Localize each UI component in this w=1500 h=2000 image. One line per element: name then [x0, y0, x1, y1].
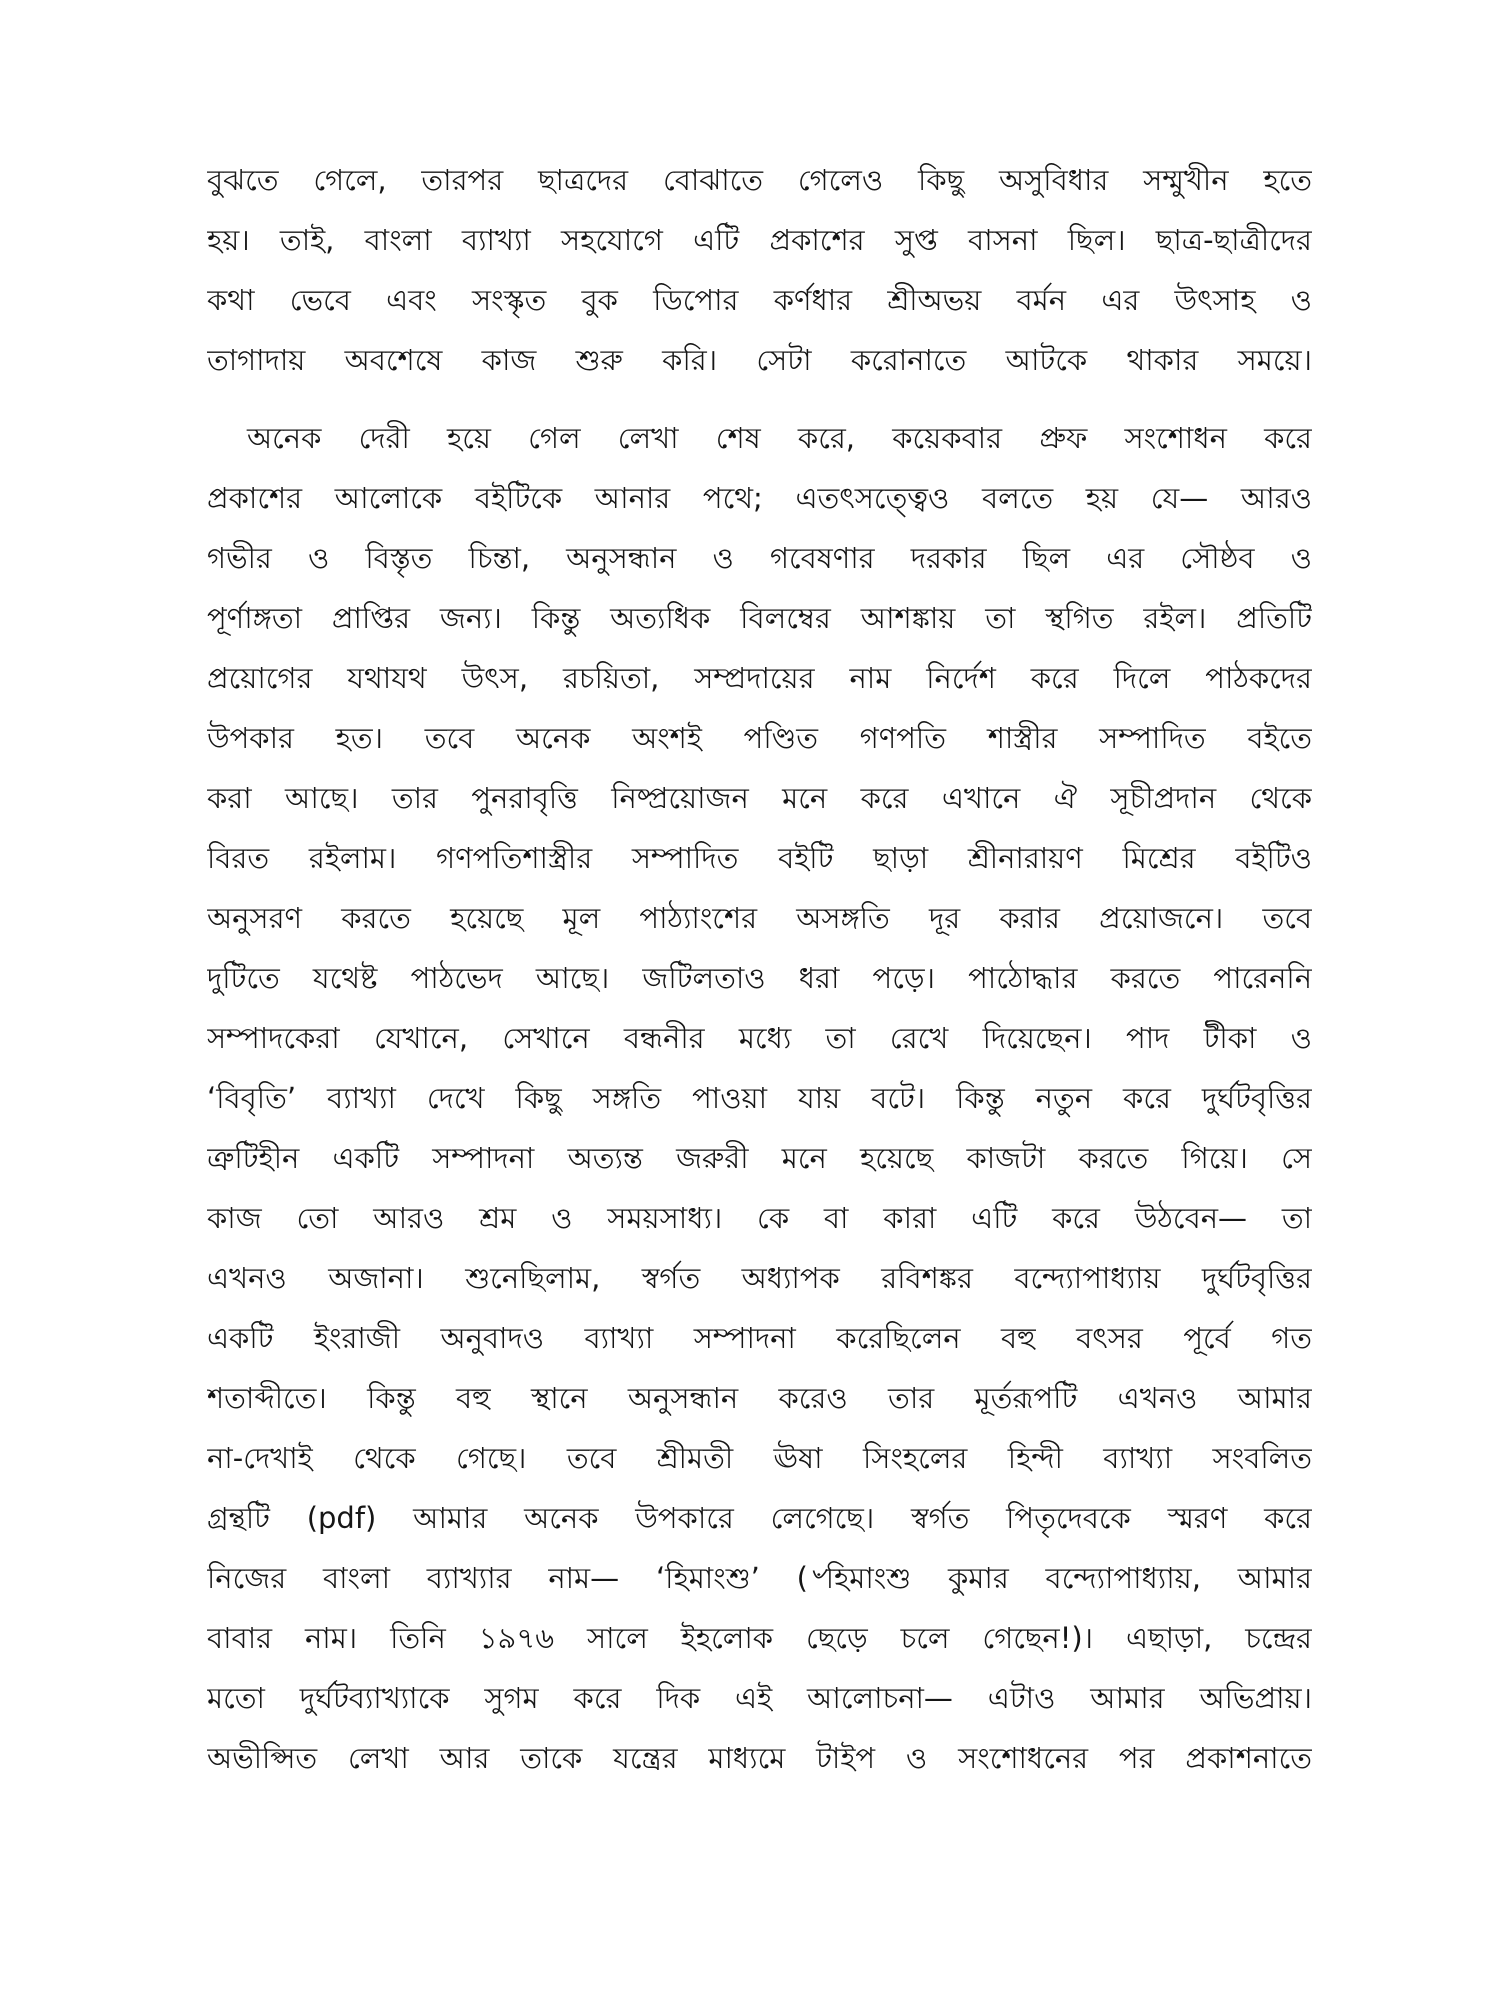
text-line: হয়। তাই, বাংলা ব্যাখ্যা সহযোগে এটি প্রকাশের সুপ্ত বাসনা ছিল। ছাত্র-ছাত্রীদের: [207, 223, 1312, 257]
text-line: একটি ইংরাজী অনুবাদও ব্যাখ্যা সম্পাদনা করেছিলেন বহু বৎসর পূর্বে গত: [207, 1321, 1312, 1355]
text-line: এখনও অজানা। শুনেছিলাম, স্বর্গত অধ্যাপক রবিশঙ্কর বন্দ্যোপাধ্যায় দুর্ঘটবৃত্তির: [207, 1261, 1312, 1295]
text-line: দুটিতে যথেষ্ট পাঠভেদ আছে। জটিলতাও ধরা পড়ে। পাঠোদ্ধার করতে পারেননি: [207, 961, 1312, 995]
text-line: গভীর ও বিস্তৃত চিন্তা, অনুসন্ধান ও গবেষণার দরকার ছিল এর সৌষ্ঠব ও: [207, 541, 1312, 575]
text-line: গ্রন্থটি (pdf) আমার অনেক উপকারে লেগেছে। স্বর্গত পিতৃদেবকে স্মরণ করে: [207, 1501, 1312, 1535]
text-line: বাবার নাম। তিনি ১৯৭৬ সালে ইহলোক ছেড়ে চলে গেছেন!)। এছাড়া, চন্দ্রের: [207, 1621, 1312, 1655]
text-line: করা আছে। তার পুনরাবৃত্তি নিষ্প্রয়োজন মনে করে এখানে ঐ সূচীপ্রদান থেকে: [207, 781, 1312, 815]
text-line: পূর্ণাঙ্গতা প্রাপ্তির জন্য। কিন্তু অত্যধিক বিলম্বের আশঙ্কায় তা স্থগিত রইল। প্রতিটি: [207, 601, 1312, 635]
text-line: কথা ভেবে এবং সংস্কৃত বুক ডিপোর কর্ণধার শ্রীঅভয় বর্মন এর উৎসাহ ও: [207, 283, 1312, 317]
text-line: প্রকাশের আলোকে বইটিকে আনার পথে; এতৎসত্ত্বেও বলতে হয় যে— আরও: [207, 481, 1312, 515]
text-line: সম্পাদকেরা যেখানে, সেখানে বন্ধনীর মধ্যে তা রেখে দিয়েছেন। পাদ টীকা ও: [207, 1021, 1312, 1055]
text-line: ‘বিবৃতি’ ব্যাখ্যা দেখে কিছু সঙ্গতি পাওয়া যায় বটে। কিন্তু নতুন করে দুর্ঘটবৃত্তির: [207, 1081, 1312, 1115]
text-line: বুঝতে গেলে, তারপর ছাত্রদের বোঝাতে গেলেও কিছু অসুবিধার সম্মুখীন হতে: [207, 163, 1312, 197]
body-text: [207, 150, 1312, 1788]
text-line: প্রয়োগের যথাযথ উৎস, রচয়িতা, সম্প্রদায়ের নাম নির্দেশ করে দিলে পাঠকদের: [207, 661, 1312, 695]
text-line: বিরত রইলাম। গণপতিশাস্ত্রীর সম্পাদিত বইটি ছাড়া শ্রীনারায়ণ মিশ্রের বইটিও: [207, 841, 1312, 875]
text-line: ত্রুটিহীন একটি সম্পাদনা অত্যন্ত জরুরী মনে হয়েছে কাজটা করতে গিয়ে। সে: [207, 1141, 1312, 1175]
paragraph-2: [207, 408, 1312, 1788]
text-line: শতাব্দীতে। কিন্তু বহু স্থানে অনুসন্ধান করেও তার মূর্তরূপটি এখনও আমার: [207, 1381, 1312, 1415]
text-line: অনুসরণ করতে হয়েছে মূল পাঠ্যাংশের অসঙ্গতি দূর করার প্রয়োজনে। তবে: [207, 901, 1312, 935]
text-line: নিজের বাংলা ব্যাখ্যার নাম— ‘হিমাংশু’ (৺হিমাংশু কুমার বন্দ্যোপাধ্যায়, আমার: [207, 1561, 1312, 1595]
text-line: না-দেখাই থেকে গেছে। তবে শ্রীমতী ঊষা সিংহলের হিন্দী ব্যাখ্যা সংবলিত: [207, 1441, 1312, 1475]
text-line: মতো দুর্ঘটব্যাখ্যাকে সুগম করে দিক এই আলোচনা— এটাও আমার অভিপ্রায়।: [207, 1681, 1312, 1715]
text-line: উপকার হত। তবে অনেক অংশই পণ্ডিত গণপতি শাস্ত্রীর সম্পাদিত বইতে: [207, 721, 1312, 755]
paragraph-1: [207, 150, 1312, 390]
text-line: অভীপ্সিত লেখা আর তাকে যন্ত্রের মাধ্যমে টাইপ ও সংশোধনের পর প্রকাশনাতে: [207, 1741, 1312, 1775]
text-line: তাগাদায় অবশেষে কাজ শুরু করি। সেটা করোনাতে আটকে থাকার সময়ে।: [207, 343, 1312, 377]
text-line: কাজ তো আরও শ্রম ও সময়সাধ্য। কে বা কারা এটি করে উঠবেন— তা: [207, 1201, 1312, 1235]
paragraph-gap: [207, 390, 1312, 408]
text-line: অনেক দেরী হয়ে গেল লেখা শেষ করে, কয়েকবার প্রুফ সংশোধন করে: [247, 421, 1312, 455]
